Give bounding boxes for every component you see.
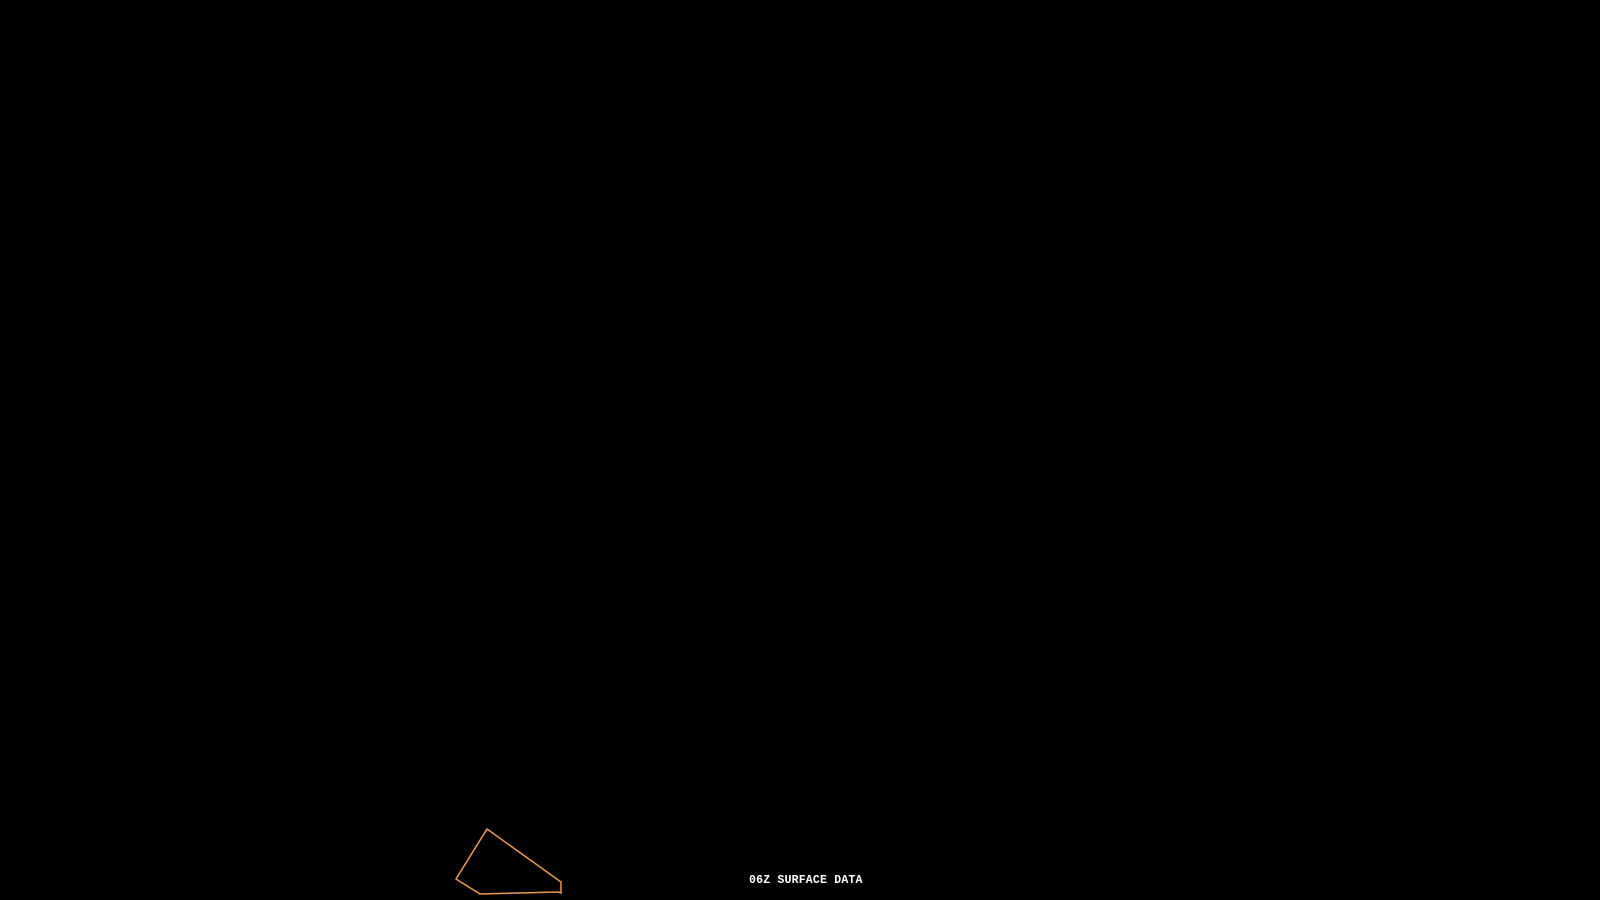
map-title: 06Z SURFACE DATA <box>749 874 863 887</box>
watch-area-outline[interactable] <box>456 829 561 894</box>
